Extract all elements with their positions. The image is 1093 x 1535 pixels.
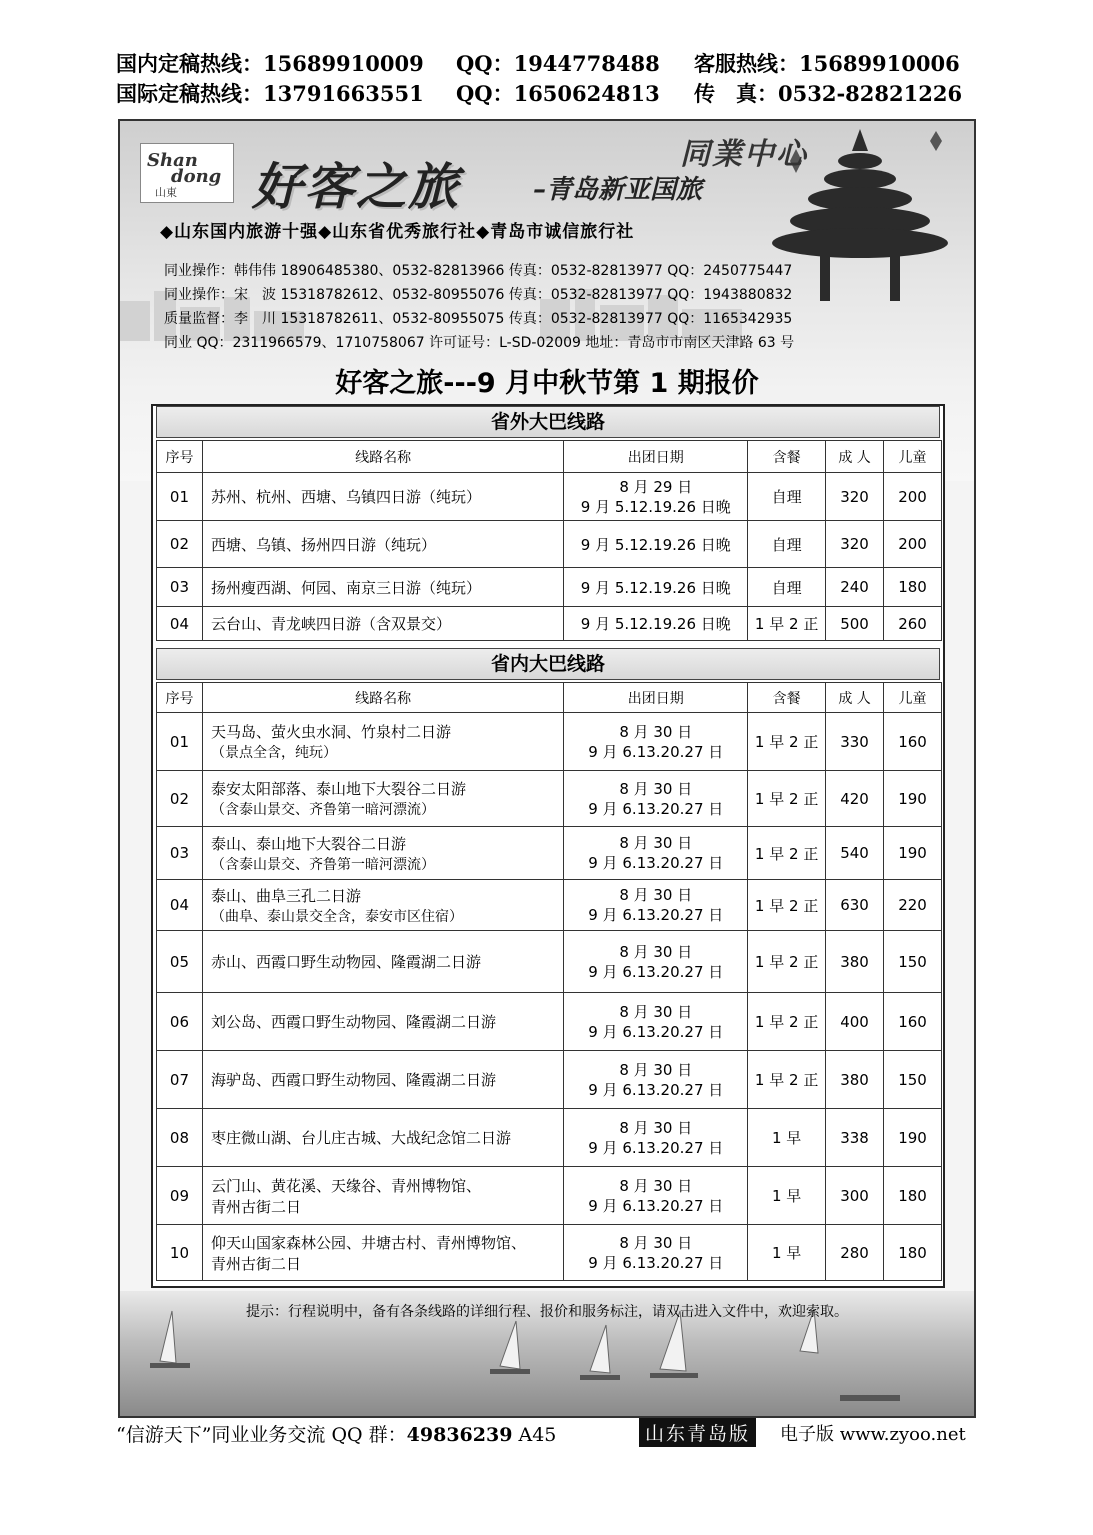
route-name: 泰山、曲阜三孔二日游 （曲阜、泰山景交全含，泰安市区住宿） (202, 880, 563, 931)
depart-dates: 9 月 5.12.19.26 日晚 (564, 521, 748, 568)
route-name: 赤山、西霞口野生动物园、隆霞湖二日游 (202, 931, 563, 993)
contact-line: 同业 QQ：2311966579、1710758067 许可证号：L-SD-02009 地址：青岛市市南区天津路 63 号 (164, 335, 795, 351)
depart-dates: 8 月 30 日 9 月 6.13.20.27 日 (564, 931, 748, 993)
contact-block (164, 259, 794, 355)
domestic-hotline: 国内定稿热线：15689910009 (116, 51, 424, 76)
depart-dates: 8 月 29 日 9 月 5.12.19.26 日晚 (564, 473, 748, 521)
route-name: 西塘、乌镇、扬州四日游（纯玩） (202, 521, 563, 568)
table-row: 02 西塘、乌镇、扬州四日游（纯玩） 9 月 5.12.19.26 日晚 自理 320 200 (157, 521, 942, 568)
route-name: 云门山、黄花溪、天缘谷、青州博物馆、 青州古街二日 (202, 1167, 563, 1225)
route-name: 泰安太阳部落、泰山地下大裂谷二日游 （含泰山景交、齐鲁第一暗河漂流） (202, 771, 563, 827)
depart-dates: 8 月 30 日 9 月 6.13.20.27 日 (564, 993, 748, 1051)
honors-line: ◆山东国内旅游十强◆山东省优秀旅行社◆青岛市诚信旅行社 (160, 222, 635, 242)
price-list-title: 好客之旅---9 月中秋节第 1 期报价 (335, 368, 759, 399)
route-name: 枣庄微山湖、台儿庄古城、大战纪念馆二日游 (202, 1109, 563, 1167)
page-number: A45 (518, 1424, 557, 1446)
outside-province-table (156, 440, 942, 641)
section-heading-inside-province: 省内大巴线路 (156, 648, 940, 680)
route-name: 刘公岛、西霞口野生动物园、隆霞湖二日游 (202, 993, 563, 1051)
table-row: 08 枣庄微山湖、台儿庄古城、大战纪念馆二日游 8 月 30 日 9 月 6.13.20.27 日 1 早 338 190 (157, 1109, 942, 1167)
hotline-row-2 (116, 78, 976, 108)
brand-subtitle: –青岛新亚国旅 (533, 175, 703, 205)
table-row: 06 刘公岛、西霞口野生动物园、隆霞湖二日游 8 月 30 日 9 月 6.13.20.27 日 1 早 2 正 400 160 (157, 993, 942, 1051)
depart-dates: 8 月 30 日 9 月 6.13.20.27 日 (564, 1225, 748, 1281)
depart-dates: 8 月 30 日 9 月 6.13.20.27 日 (564, 827, 748, 880)
depart-dates: 9 月 5.12.19.26 日晚 (564, 568, 748, 607)
route-name: 苏州、杭州、西塘、乌镇四日游（纯玩） (202, 473, 563, 521)
price-table (151, 404, 945, 1288)
brand-title: 好客之旅 (252, 157, 460, 216)
contact-line: 同业操作：韩伟伟 18906485380、0532-82813966 传真：0532-82813977 QQ：2450775447 (164, 263, 793, 279)
shandong-logo: Shan dong 山東 (140, 143, 234, 203)
table-row: 07 海驴岛、西霞口野生动物园、隆霞湖二日游 8 月 30 日 9 月 6.13.20.27 日 1 早 2 正 380 150 (157, 1051, 942, 1109)
table-row: 10 仰天山国家森林公园、井塘古村、青州博物馆、 青州古街二日 8 月 30 日 9 月 6.13.20.27 日 1 早 280 180 (157, 1225, 942, 1281)
hotline-row-1 (116, 48, 976, 78)
table-row: 03 泰山、泰山地下大裂谷二日游 （含泰山景交、齐鲁第一暗河漂流） 8 月 30 日 9 月 6.13.20.27 日 1 早 2 正 540 190 (157, 827, 942, 880)
table-header-row: 序号 线路名称 出团日期 含餐 成 人 儿童 (157, 683, 942, 713)
col-child: 儿童 (884, 441, 942, 473)
fax-line: 传 真：0532-82821226 (694, 81, 963, 106)
qq-group-number: 49836239 (406, 1424, 513, 1446)
intl-qq: QQ：1650624813 (456, 81, 660, 106)
col-no: 序号 (157, 441, 203, 473)
depart-dates: 8 月 30 日 9 月 6.13.20.27 日 (564, 713, 748, 771)
depart-dates: 8 月 30 日 9 月 6.13.20.27 日 (564, 771, 748, 827)
depart-dates: 8 月 30 日 9 月 6.13.20.27 日 (564, 1051, 748, 1109)
edition-badge: 山东青岛版 (639, 1418, 756, 1447)
contact-line: 质量监督：李 川 15318782611、0532-80955075 传真：0532-82813977 QQ：1165342935 (164, 311, 793, 327)
ad-frame (118, 119, 976, 1418)
footer-group-info: “信游天下”同业业务交流 QQ 群：49836239 A45 (116, 1424, 557, 1446)
domestic-qq: QQ：1944778488 (456, 51, 660, 76)
hotlines (116, 48, 976, 108)
route-name: 泰山、泰山地下大裂谷二日游 （含泰山景交、齐鲁第一暗河漂流） (202, 827, 563, 880)
table-row: 04 泰山、曲阜三孔二日游 （曲阜、泰山景交全含，泰安市区住宿） 8 月 30 日 9 月 6.13.20.27 日 1 早 2 正 630 220 (157, 880, 942, 931)
table-row: 01 天马岛、萤火虫水洞、竹泉村二日游 （景点全含，纯玩） 8 月 30 日 9 月 6.13.20.27 日 1 早 2 正 330 160 (157, 713, 942, 771)
tip-text: 提示：行程说明中，备有各条线路的详细行程、报价和服务标注，请双击进入文件中，欢迎索取。 (246, 1304, 848, 1320)
route-name: 扬州瘦西湖、何园、南京三日游（纯玩） (202, 568, 563, 607)
depart-dates: 9 月 5.12.19.26 日晚 (564, 607, 748, 641)
route-name: 海驴岛、西霞口野生动物园、隆霞湖二日游 (202, 1051, 563, 1109)
route-name: 天马岛、萤火虫水洞、竹泉村二日游 （景点全含，纯玩） (202, 713, 563, 771)
col-date: 出团日期 (564, 441, 748, 473)
table-row: 04 云台山、青龙峡四日游（含双景交） 9 月 5.12.19.26 日晚 1 早 2 正 500 260 (157, 607, 942, 641)
col-name: 线路名称 (202, 441, 563, 473)
tongye-center-label: 同業中心 (680, 137, 808, 172)
intl-hotline: 国际定稿热线：13791663551 (116, 81, 424, 106)
table-header-row (157, 441, 942, 473)
table-row: 09 云门山、黄花溪、天缘谷、青州博物馆、 青州古街二日 8 月 30 日 9 月 6.13.20.27 日 1 早 300 180 (157, 1167, 942, 1225)
table-row: 01 苏州、杭州、西塘、乌镇四日游（纯玩） 8 月 29 日 9 月 5.12.19.26 日晚 自理 320 200 (157, 473, 942, 521)
inside-province-table (156, 682, 942, 1281)
depart-dates: 8 月 30 日 9 月 6.13.20.27 日 (564, 1167, 748, 1225)
website-link[interactable]: 电子版 www.zyoo.net (780, 1424, 966, 1445)
table-row: 03 扬州瘦西湖、何园、南京三日游（纯玩） 9 月 5.12.19.26 日晚 自理 240 180 (157, 568, 942, 607)
route-name: 云台山、青龙峡四日游（含双景交） (202, 607, 563, 641)
section-heading-outside-province: 省外大巴线路 (156, 406, 940, 438)
contact-line: 同业操作：宋 波 15318782612、0532-80955076 传真：0532-82813977 QQ：1943880832 (164, 287, 793, 303)
depart-dates: 8 月 30 日 9 月 6.13.20.27 日 (564, 1109, 748, 1167)
footer (116, 1418, 980, 1448)
col-adult: 成 人 (826, 441, 884, 473)
route-name: 仰天山国家森林公园、井塘古村、青州博物馆、 青州古街二日 (202, 1225, 563, 1281)
depart-dates: 8 月 30 日 9 月 6.13.20.27 日 (564, 880, 748, 931)
table-row: 05 赤山、西霞口野生动物园、隆霞湖二日游 8 月 30 日 9 月 6.13.20.27 日 1 早 2 正 380 150 (157, 931, 942, 993)
col-meal: 含餐 (748, 441, 826, 473)
table-row: 02 泰安太阳部落、泰山地下大裂谷二日游 （含泰山景交、齐鲁第一暗河漂流） 8 月 30 日 9 月 6.13.20.27 日 1 早 2 正 420 190 (157, 771, 942, 827)
service-hotline: 客服热线：15689910006 (694, 51, 960, 76)
